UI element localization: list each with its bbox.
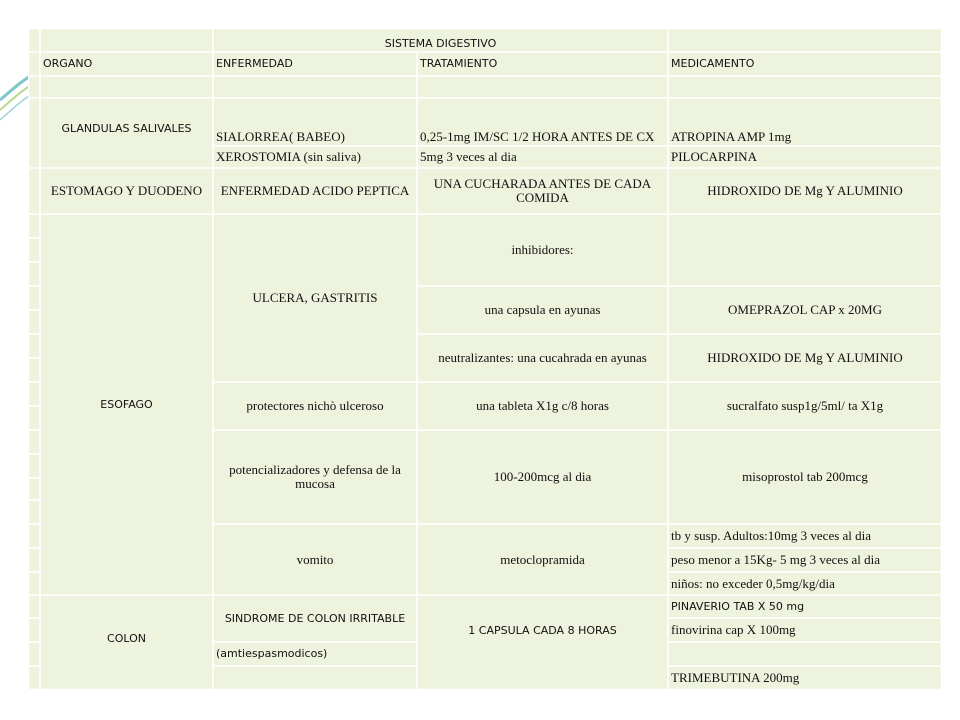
enfermedad-xerostomia: XEROSTOMIA (sin saliva) [216, 149, 361, 164]
enfermedad-protectores: protectores nichò ulceroso [246, 398, 384, 413]
tratamiento-metoclopramida: metoclopramida [500, 551, 585, 567]
medicamento-trimebutina: TRIMEBUTINA 200mg [671, 670, 800, 685]
medicamento-dosis-ninos: niños: no exceder 0,5mg/kg/dia [671, 575, 835, 591]
medicamento-atropina: ATROPINA AMP 1mg [671, 129, 792, 144]
header-organo: ORGANO [43, 57, 93, 70]
organo-colon: COLON [107, 631, 146, 645]
enfermedad-ulcera: ULCERA, GASTRITIS [252, 290, 378, 305]
header-medicamento: MEDICAMENTO [671, 57, 755, 70]
medicamento-misoprostol: misoprostol tab 200mcg [742, 469, 868, 484]
header-tratamiento: TRATAMIENTO [420, 57, 498, 70]
tratamiento-neutralizantes: neutralizantes: una cucahrada en ayunas [438, 350, 647, 365]
tratamiento-dosis-miso: 100-200mcg al dia [493, 469, 592, 484]
enfermedad-potencializadores: potencializadores y defensa de la mucosa [229, 462, 401, 491]
tratamiento-sialorrea: 0,25-1mg IM/SC 1/2 HORA ANTES DE CX [420, 129, 655, 144]
enfermedad-sialorrea: SIALORREA( BABEO) [216, 129, 345, 144]
organo-estomago: ESTOMAGO Y DUODENO [50, 183, 203, 198]
tratamiento-capsula: una capsula en ayunas [484, 302, 601, 317]
medicamento-hidroxido: HIDROXIDO DE Mg Y ALUMINIO [707, 183, 903, 198]
medicamento-omeprazol: OMEPRAZOL CAP x 20MG [728, 302, 882, 317]
organo-glandulas: GLANDULAS SALIVALES [61, 122, 192, 135]
enfermedad-nota-antiespasmodicos: (amtiespasmodicos) [216, 647, 328, 660]
tratamiento-inhibidores: inhibidores: [511, 242, 574, 257]
medicamento-pilocarpina: PILOCARPINA [671, 149, 757, 164]
enfermedad-colon-irritable: SINDROME DE COLON IRRITABLE [224, 611, 406, 625]
medicamento-finovirina: finovirina cap X 100mg [671, 622, 796, 637]
medicamento-dosis-peso: peso menor a 15Kg- 5 mg 3 veces al dia [671, 552, 881, 567]
enfermedad-acido-peptica: ENFERMEDAD ACIDO PEPTICA [220, 183, 410, 198]
tratamiento-cucharada: UNA CUCHARADA ANTES DE CADA COMIDA [433, 176, 652, 205]
medicamento-pinaverio: PINAVERIO TAB X 50 mg [671, 599, 805, 613]
tratamiento-xerostomia: 5mg 3 veces al dia [420, 149, 517, 164]
table-title: SISTEMA DIGESTIVO [384, 37, 497, 50]
medicamento-sucralfato: sucralfato susp1g/5ml/ ta X1g [726, 398, 884, 413]
tratamiento-capsula-colon: 1 CAPSULA CADA 8 HORAS [468, 623, 617, 637]
organo-esofago: ESOFAGO [100, 397, 153, 411]
tratamiento-tableta: una tableta X1g c/8 horas [476, 398, 609, 413]
header-enfermedad: ENFERMEDAD [216, 57, 293, 70]
enfermedad-vomito: vomito [296, 551, 334, 567]
medicamento-hidroxido-esofago: HIDROXIDO DE Mg Y ALUMINIO [707, 350, 903, 365]
medication-table [28, 28, 942, 690]
medicamento-dosis-adultos: tb y susp. Adultos:10mg 3 veces al dia [671, 528, 872, 543]
